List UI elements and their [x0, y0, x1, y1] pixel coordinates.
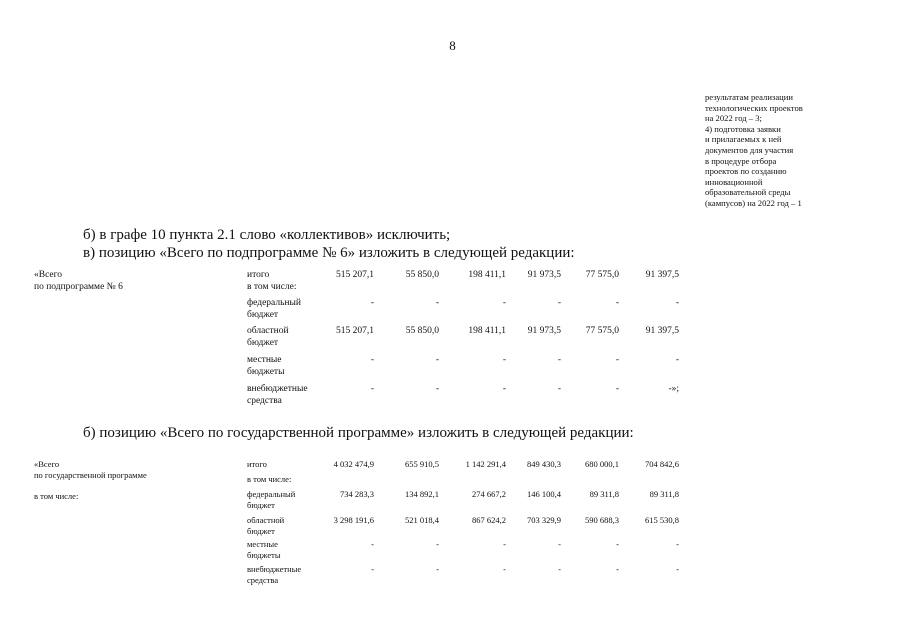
value-cell: 615 530,8	[645, 515, 679, 525]
value-cell: -	[558, 539, 561, 549]
value-cell: 515 207,1	[336, 270, 374, 280]
value-cell: 655 910,5	[405, 459, 439, 469]
value-cell: -»;	[668, 384, 679, 394]
funding-type: итого	[247, 459, 267, 469]
value-cell: -	[675, 355, 679, 365]
table-subprogram-6	[34, 270, 694, 410]
paragraph-b: б) в графе 10 пункта 2.1 слово «коллективов» исключить;	[83, 227, 451, 243]
value-cell: 198 411,1	[468, 270, 506, 280]
value-cell: -	[502, 355, 506, 365]
value-cell: -	[371, 564, 374, 574]
value-cell: 77 575,0	[585, 326, 619, 336]
value-cell: 91 973,5	[527, 326, 561, 336]
table-row-label: «Всего по государственной программе в том числе:	[34, 459, 147, 501]
value-cell: -	[675, 298, 679, 308]
value-cell: 89 311,8	[589, 489, 619, 499]
side-note: результатам реализации технологических проектов на 2022 год – 3; 4) подготовка заявки и прилагаемых к ней документов для участия в процедуре отбора проектов по созданию инновационной образовательной среды (кампусов) на 2022 год – 1	[705, 92, 803, 208]
value-cell: -	[557, 384, 561, 394]
value-cell: 89 311,8	[649, 489, 679, 499]
value-cell: -	[435, 298, 439, 308]
value-cell: 91 973,5	[527, 270, 561, 280]
value-cell: -	[616, 564, 619, 574]
value-cell: -	[502, 384, 506, 394]
value-cell: -	[616, 539, 619, 549]
value-cell: -	[502, 298, 506, 308]
funding-type: областной бюджет	[247, 326, 289, 348]
value-cell: 274 667,2	[472, 489, 506, 499]
value-cell: 3 298 191,6	[333, 515, 374, 525]
funding-type: областной бюджет	[247, 515, 285, 536]
value-cell: -	[436, 539, 439, 549]
value-cell: 134 892,1	[405, 489, 439, 499]
value-cell: -	[615, 298, 619, 308]
value-cell: -	[557, 355, 561, 365]
value-cell: -	[371, 539, 374, 549]
table-row-label: «Всего по подпрограмме № 6	[34, 270, 123, 292]
value-cell: 849 430,3	[527, 459, 561, 469]
value-cell: 77 575,0	[585, 270, 619, 280]
value-cell: 515 207,1	[336, 326, 374, 336]
value-cell: 590 688,3	[585, 515, 619, 525]
value-cell: -	[557, 298, 561, 308]
funding-type: местные бюджеты	[247, 539, 281, 560]
value-cell: -	[676, 539, 679, 549]
value-cell: -	[435, 355, 439, 365]
value-cell: 1 142 291,4	[465, 459, 506, 469]
value-cell: 146 100,4	[527, 489, 561, 499]
funding-type: федеральный бюджет	[247, 298, 301, 320]
value-cell: 55 850,0	[405, 326, 439, 336]
value-cell: -	[370, 298, 374, 308]
page-number: 8	[449, 38, 456, 53]
paragraph-v: в) позицию «Всего по подпрограмме № 6» изложить в следующей редакции:	[83, 245, 575, 261]
value-cell: 198 411,1	[468, 326, 506, 336]
value-cell: 680 000,1	[585, 459, 619, 469]
funding-type: в том числе:	[247, 474, 292, 484]
value-cell: 91 397,5	[645, 326, 679, 336]
value-cell: 55 850,0	[405, 270, 439, 280]
funding-type: внебюджетные средства	[247, 384, 308, 406]
funding-type: итого в том числе:	[247, 270, 297, 292]
value-cell: 91 397,5	[645, 270, 679, 280]
funding-type: местные бюджеты	[247, 355, 285, 377]
value-cell: -	[435, 384, 439, 394]
value-cell: -	[558, 564, 561, 574]
value-cell: -	[503, 539, 506, 549]
value-cell: 521 018,4	[405, 515, 439, 525]
value-cell: 4 032 474,9	[333, 459, 374, 469]
value-cell: 704 842,6	[645, 459, 679, 469]
value-cell: -	[503, 564, 506, 574]
value-cell: 703 329,9	[527, 515, 561, 525]
value-cell: -	[370, 355, 374, 365]
table-state-program	[34, 459, 694, 589]
value-cell: -	[615, 355, 619, 365]
funding-type: внебюджетные средства	[247, 564, 302, 585]
paragraph-g: б) позицию «Всего по государственной программе» изложить в следующей редакции:	[83, 425, 634, 441]
value-cell: -	[615, 384, 619, 394]
value-cell: 734 283,3	[340, 489, 374, 499]
value-cell: 867 624,2	[472, 515, 506, 525]
value-cell: -	[676, 564, 679, 574]
value-cell: -	[370, 384, 374, 394]
value-cell: -	[436, 564, 439, 574]
funding-type: федеральный бюджет	[247, 489, 296, 510]
